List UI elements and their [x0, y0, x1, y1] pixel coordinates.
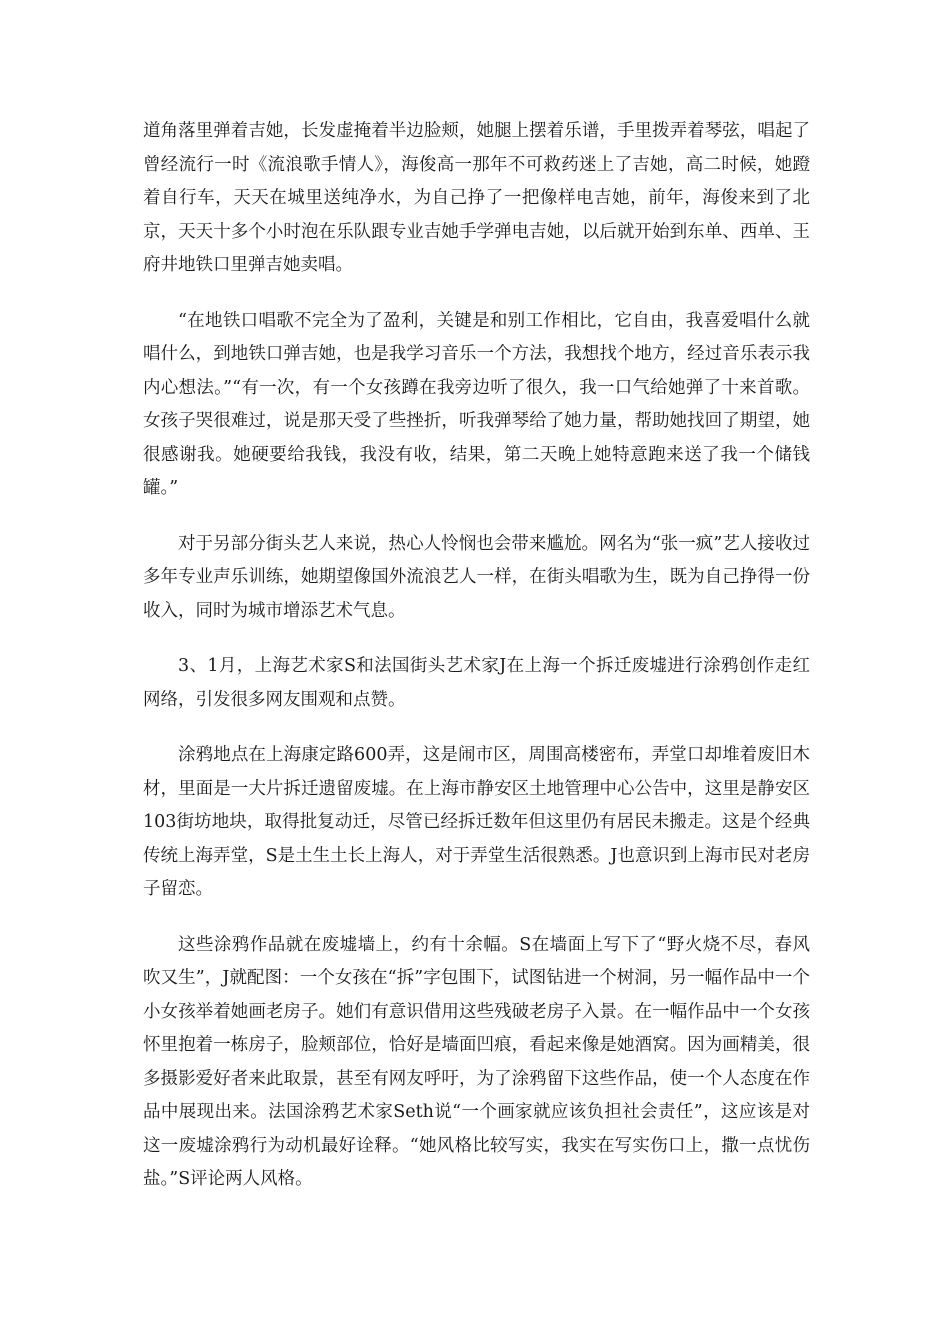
article-body	[143, 115, 810, 1219]
paragraph-5: 涂鸦地点在上海康定路600弄，这是闹市区，周围高楼密布，弄堂口却堆着废旧木材，里面是一大片拆迁遗留废墟。在上海市静安区土地管理中心公告中，这里是静安区103街坊地块，取得批复动迁，尽管已经拆迁数年但这里仍有居民未搬走。这是个经典传统上海弄堂，S是土生土长上海人，对于弄堂生活很熟悉。J也意识到上海市民对老房子留恋。	[143, 745, 810, 899]
paragraph-1: 道角落里弹着吉她，长发虚掩着半边脸颊，她腿上摆着乐谱，手里拨弄着琴弦，唱起了曾经流行一时《流浪歌手情人》，海俊高一那年不可救药迷上了吉她，高二时候，她蹬着自行车，天天在城里送纯净水，为自己挣了一把像样电吉她，前年，海俊来到了北京，天天十多个小时泡在乐队跟专业吉她手学弹电吉她，以后就开始到东单、西单、王府井地铁口里弹吉她卖唱。	[143, 121, 810, 275]
paragraph-6: 这些涂鸦作品就在废墟墙上，约有十余幅。S在墙面上写下了“野火烧不尽，春风吹又生”，J就配图：一个女孩在“拆”字包围下，试图钻进一个树洞，另一幅作品中一个小女孩举着她画老房子。她们有意识借用这些残破老房子入景。在一幅作品中一个女孩怀里抱着一栋房子，脸颊部位，恰好是墙面凹痕，看起来像是她酒窝。因为画精美，很多摄影爱好者来此取景，甚至有网友呼吁，为了涂鸦留下这些作品，使一个人态度在作品中展现出来。法国涂鸦艺术家Seth说“一个画家就应该负担社会责任”，这应该是对这一废墟涂鸦行为动机最好诠释。“她风格比较写实，我实在写实伤口上，撒一点忧伤盐。”S评论两人风格。	[143, 934, 810, 1189]
paragraph-4: 3、1月，上海艺术家S和法国街头艺术家J在上海一个拆迁废墟进行涂鸦创作走红网络，引发很多网友围观和点赞。	[143, 656, 810, 710]
paragraph-2: “在地铁口唱歌不完全为了盈利，关键是和别工作相比，它自由，我喜爱唱什么就唱什么，到地铁口弹吉她，也是我学习音乐一个方法，我想找个地方，经过音乐表示我内心想法。”“有一次，有一个女孩蹲在我旁边听了很久，我一口气给她弹了十来首歌。女孩子哭很难过，说是那天受了些挫折，听我弹琴给了她力量，帮助她找回了期望，她很感谢我。她硬要给我钱，我没有收，结果，第二天晚上她特意跑来送了我一个储钱罐。”	[143, 310, 810, 498]
paragraph-3: 对于另部分街头艺人来说，热心人怜悯也会带来尴尬。网名为“张一疯”艺人接收过多年专业声乐训练，她期望像国外流浪艺人一样，在街头唱歌为生，既为自己挣得一份收入，同时为城市增添艺术气息。	[143, 533, 810, 621]
